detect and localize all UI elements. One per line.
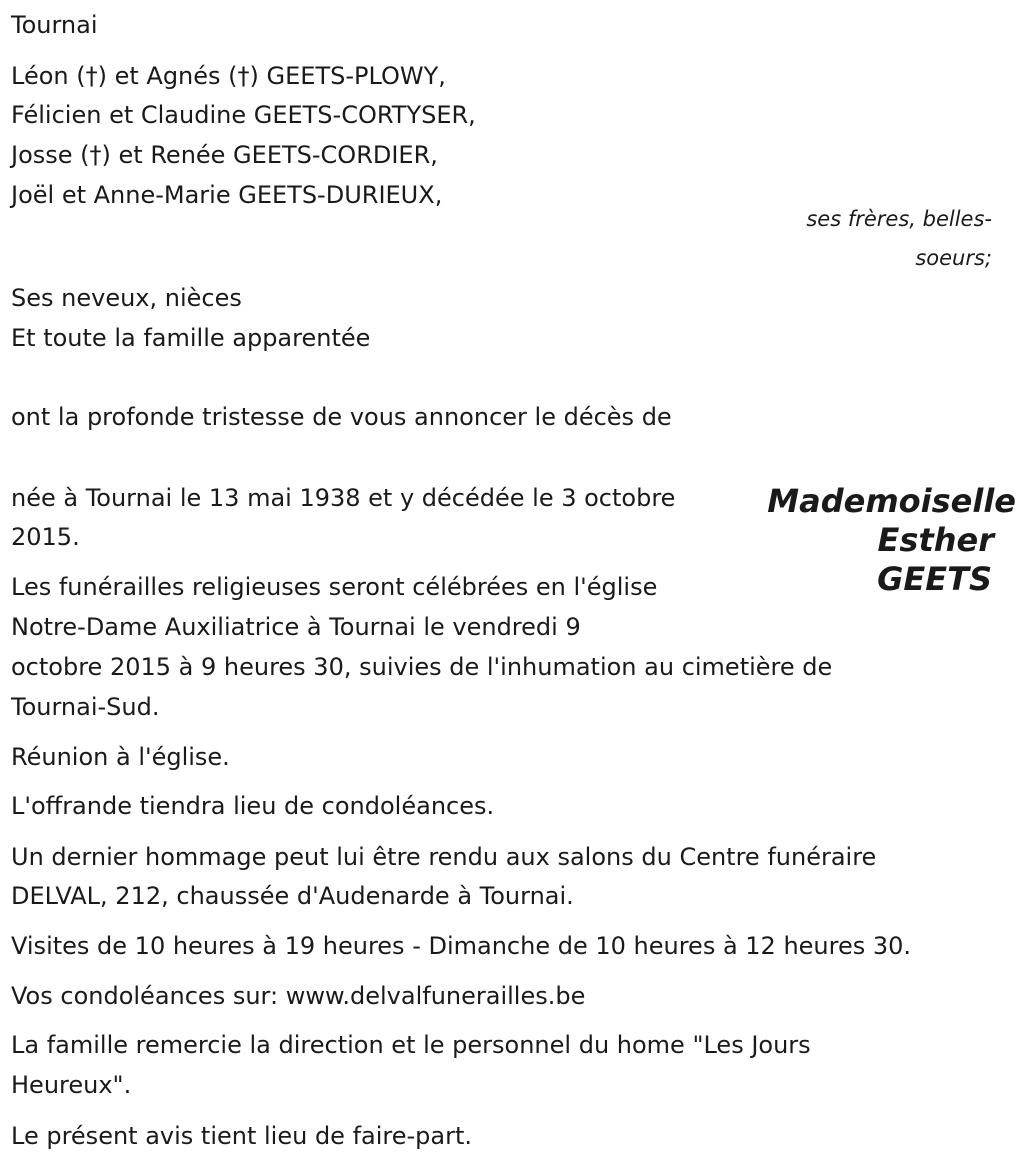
family-line: Joël et Anne-Marie GEETS-DURIEUX, (11, 181, 443, 209)
family-line: Félicien et Claudine GEETS-CORTYSER, (11, 101, 476, 129)
funeral-line: octobre 2015 à 9 heures 30, suivies de l'inhumation au cimetière de (11, 653, 833, 681)
deceased-name (716, 482, 1016, 599)
relatives-line: Ses neveux, nièces (11, 284, 242, 312)
deceased-title: Mademoiselle (767, 482, 1016, 520)
relatives-line: Et toute la famille apparentée (11, 324, 371, 352)
place-heading: Tournai (11, 11, 98, 39)
deceased-first-name: Esther (877, 521, 994, 559)
deceased-last-name: GEETS (877, 560, 992, 598)
birth-line: née à Tournai le 13 mai 1938 et y décédée le 3 octobre (11, 484, 676, 512)
reunion-text: Réunion à l'église. (11, 743, 230, 771)
relation-label: soeurs; (915, 246, 992, 270)
relation-label: ses frères, belles- (806, 207, 992, 231)
funeral-line: Tournai-Sud. (11, 693, 160, 721)
notice-text: Le présent avis tient lieu de faire-part. (11, 1122, 473, 1150)
thanks-line: Heureux". (11, 1071, 132, 1099)
family-line: Josse (†) et Renée GEETS-CORDIER, (11, 141, 438, 169)
announcement-text: ont la profonde tristesse de vous annoncer le décès de (11, 403, 672, 431)
thanks-line: La famille remercie la direction et le personnel du home "Les Jours (11, 1031, 811, 1059)
condolences-online-text: Vos condoléances sur: www.delvalfunerailles.be (11, 982, 586, 1010)
birth-line: 2015. (11, 523, 80, 551)
offering-text: L'offrande tiendra lieu de condoléances. (11, 792, 495, 820)
funeral-line: Les funérailles religieuses seront célébrées en l'église (11, 573, 658, 601)
family-line: Léon (†) et Agnés (†) GEETS-PLOWY, (11, 62, 446, 90)
tribute-line: DELVAL, 212, chaussée d'Audenarde à Tournai. (11, 882, 574, 910)
visits-text: Visites de 10 heures à 19 heures - Dimanche de 10 heures à 12 heures 30. (11, 932, 912, 960)
funeral-line: Notre-Dame Auxiliatrice à Tournai le vendredi 9 (11, 613, 581, 641)
tribute-line: Un dernier hommage peut lui être rendu aux salons du Centre funéraire (11, 843, 877, 871)
